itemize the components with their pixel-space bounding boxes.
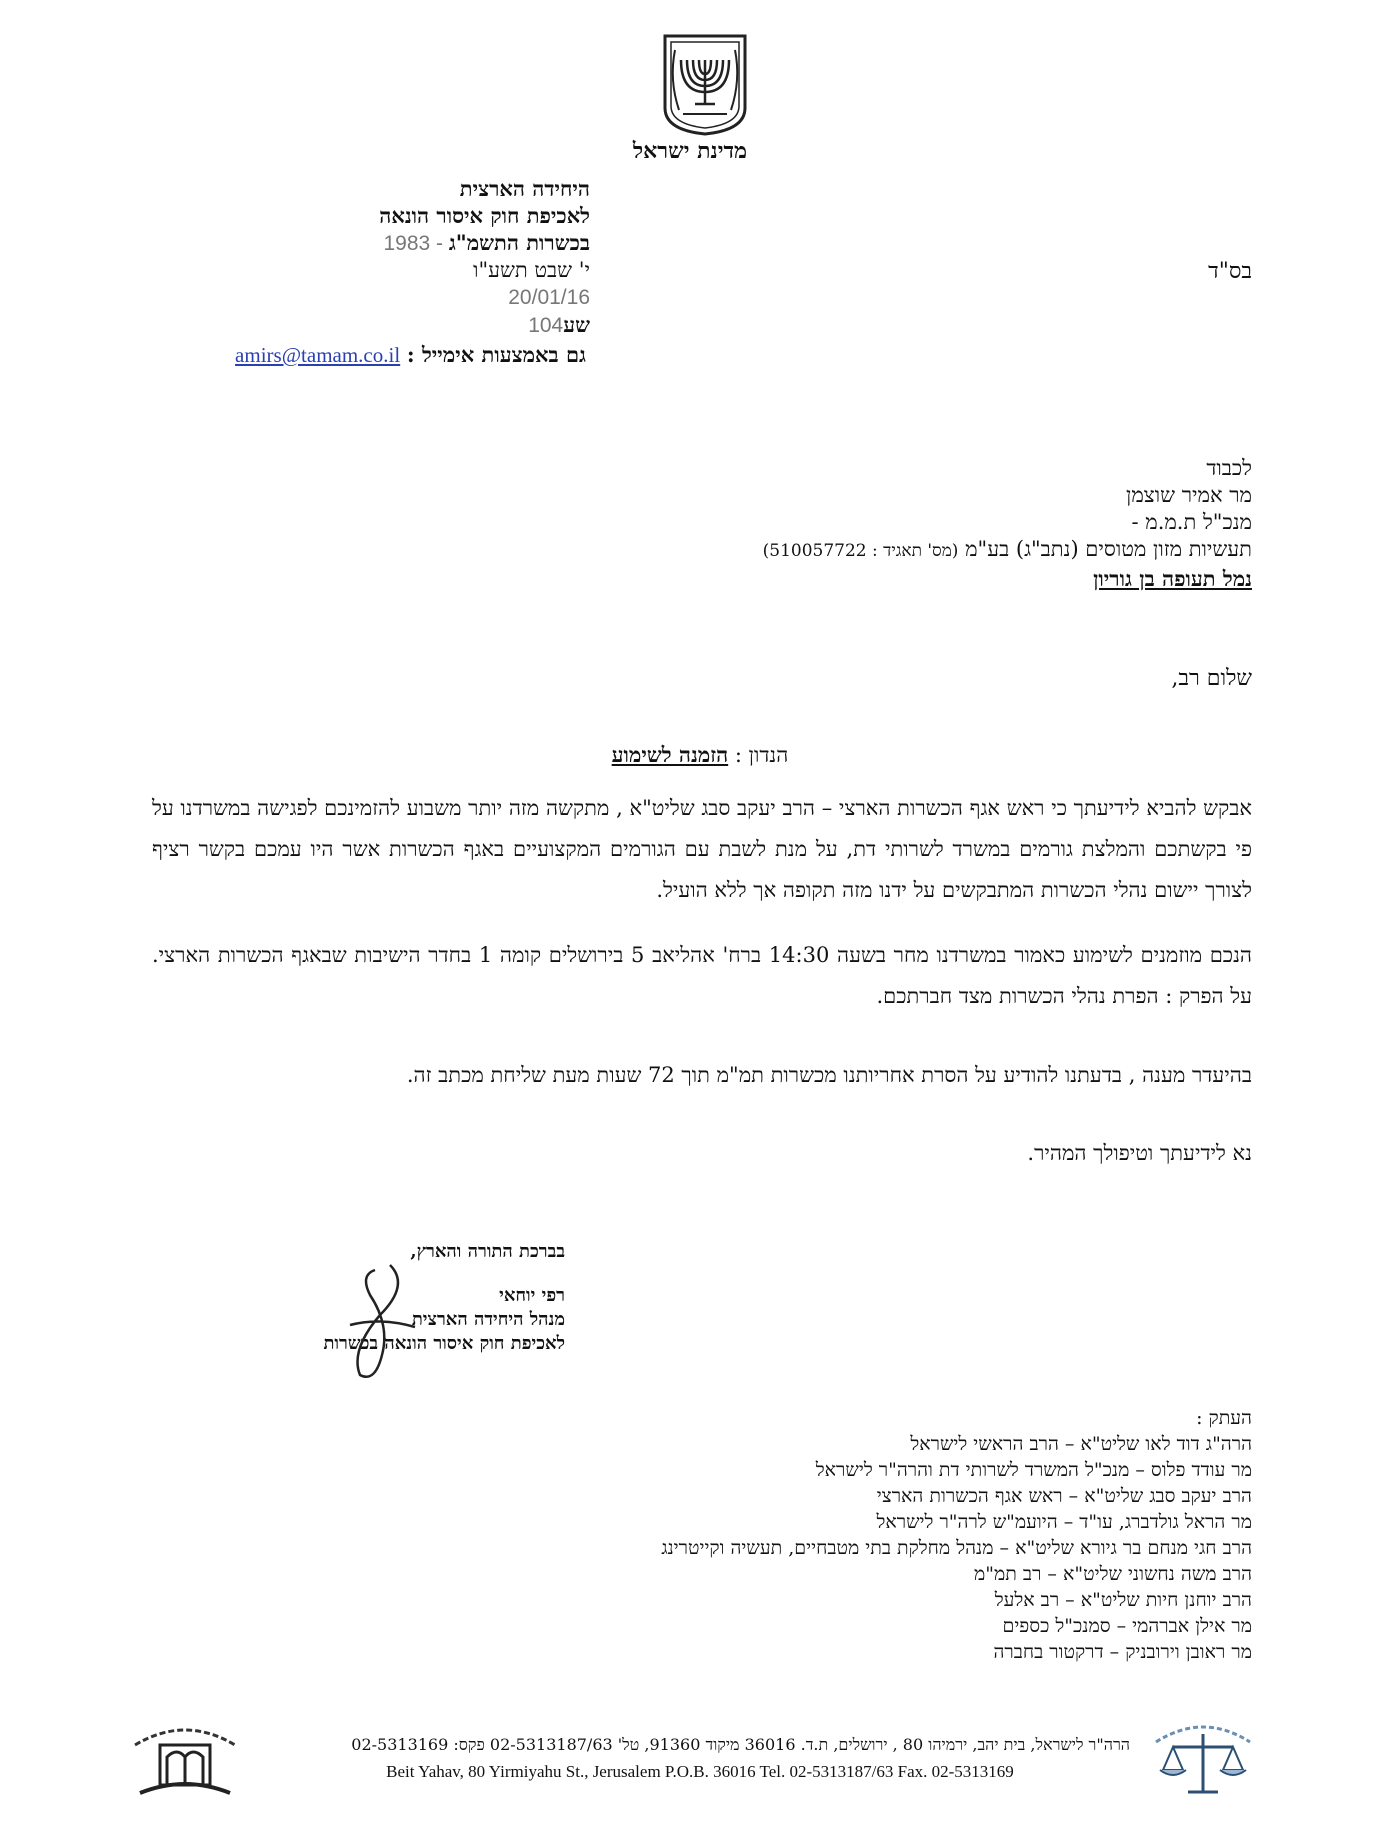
footer-english-address: Beit Yahav, 80 Yirmiyahu St., Jerusalem P.O.B. 36016 Tel. 02-5313187/63 Fax. 02-5313169 <box>386 1762 1014 1781</box>
signature-title-1: מנהל היחידה הארצית <box>411 1309 565 1330</box>
greeting: שלום רב, <box>1171 666 1252 691</box>
cc-item: מר אילן אברהמי – סמנכ"ל כספים <box>1002 1615 1252 1637</box>
cc-item: הרב יוחנן חיות שליט"א – רב אלעל <box>994 1589 1252 1611</box>
body-paragraph-3: בהיעדר מענה , בדעתנו להודיע על הסרת אחריותנו מכשרות תמ"מ תוך 72 שעות מעת שליחת מכתב זה. <box>406 1063 1252 1087</box>
body-paragraph-4: נא לידיעתך וטיפולך המהיר. <box>1027 1141 1252 1165</box>
addressee-line-3: מנכ"ל ת.מ.מ - <box>1131 510 1252 534</box>
cc-list <box>352 1405 1252 1665</box>
cc-item: מר הראל גולדברג, עו"ד – היועמ"ש לרה"ר לישראל <box>876 1511 1252 1533</box>
cc-item: הרב חגי מנחם בר גיורא שליט"א – מנהל מחלקת בתי מטבחיים, תעשיה וקייטרינג <box>661 1537 1252 1559</box>
reference-number <box>130 311 590 339</box>
subject-value: הזמנה לשימוע <box>611 742 729 767</box>
gregorian-date: 20/01/16 <box>508 286 590 309</box>
unit-line-3-law: בכשרות התשמ"ג <box>448 230 590 255</box>
reference-label: שע <box>563 312 590 337</box>
hebrew-date: י' שבט תשע"ו <box>473 258 590 282</box>
cc-item: הרה"ג דוד לאו שליט"א – הרב הראשי לישראל <box>910 1433 1252 1455</box>
bsd-mark: בס"ד <box>1208 259 1252 284</box>
signature-name: רפי יוחאי <box>499 1285 565 1306</box>
addressee-line-2: מר אמיר שוצמן <box>1125 483 1252 507</box>
scales-logo-icon <box>1148 1712 1258 1802</box>
unit-line-3-year: - 1983 <box>383 232 449 255</box>
reference-value: 104 <box>528 314 564 337</box>
body-paragraph-1: אבקש להביא לידיעתך כי ראש אגף הכשרות הארצי – הרב יעקב סבג שליט"א , מתקשה מזה יותר משבוע להזמינכם לפגישה במשרדנו על פי בקשתכם והמלצת גורמים במשרד לשרותי דת, על מנת לשבת עם הגורמים המקצועיים באגף הכשרות אשר היו עמכם בקשר רציף לצורך יישום נהלי הכשרות המתבקשים על ידנו מזה תקופה אך ללא הועיל. <box>152 796 1252 902</box>
subject-line <box>450 742 950 768</box>
addressee-company-id: (מס' תאגיד : 510057722) <box>762 541 959 561</box>
addressee-block <box>452 455 1252 592</box>
email-link[interactable]: amirs@tamam.co.il <box>235 343 401 367</box>
body-paragraph-2: הנכם מוזמנים לשימוע כאמור במשרדנו מחר בשעה 14:30 ברח' אהליאב 5 בירושלים קומה 1 בחדר הישיבות שבאגף הכשרות הארצי. על הפרק : הפרת נהלי הכשרות מצד חברתכם. <box>152 943 1252 1008</box>
subject-label: הנדון : <box>734 743 789 767</box>
footer-hebrew-address: הרה"ר לישראל, בית יהב, ירמיהו 80 , ירושלים, ת.ד. 36016 מיקוד 91360, טל' 02-5313187/63 פקס: 02-5313169 <box>351 1735 1130 1754</box>
rabbinate-logo-icon <box>125 1715 245 1805</box>
addressee-line-5: נמל תעופה בן גוריון <box>1093 566 1252 591</box>
unit-line-1: היחידה הארצית <box>459 176 590 201</box>
addressee-line-1: לכבוד <box>1206 456 1252 480</box>
email-line <box>156 342 586 368</box>
cc-item: מר ראובן וירובניק – דרקטור בחברה <box>993 1641 1252 1663</box>
unit-line-2: לאכיפת חוק איסור הונאה <box>379 203 590 228</box>
state-name: מדינת ישראל <box>632 138 748 164</box>
cc-item: הרב יעקב סבג שליט"א – ראש אגף הכשרות הארצי <box>876 1485 1252 1507</box>
cc-item: מר עודד פלוס – מנכ"ל המשרד לשרותי דת והרה"ר לישראל <box>815 1459 1252 1481</box>
addressee-line-4 <box>452 536 1252 565</box>
cc-item: הרב משה נחשוני שליט"א – רב תמ"מ <box>974 1563 1252 1585</box>
signature-title-2: לאכיפת חוק איסור הונאה בכשרות <box>323 1333 565 1354</box>
handwritten-signature <box>320 1255 430 1385</box>
signature-blessing: בברכת התורה והארץ, <box>410 1241 565 1262</box>
cc-label: העתק : <box>1196 1407 1252 1429</box>
unit-header-block <box>130 175 590 339</box>
addressee-company: תעשיות מזון מטוסים (נתב"ג) בע"מ <box>965 537 1252 561</box>
state-emblem-icon <box>659 30 751 138</box>
email-label: גם באמצעות אימייל : <box>406 342 586 367</box>
unit-line-3 <box>130 229 590 257</box>
